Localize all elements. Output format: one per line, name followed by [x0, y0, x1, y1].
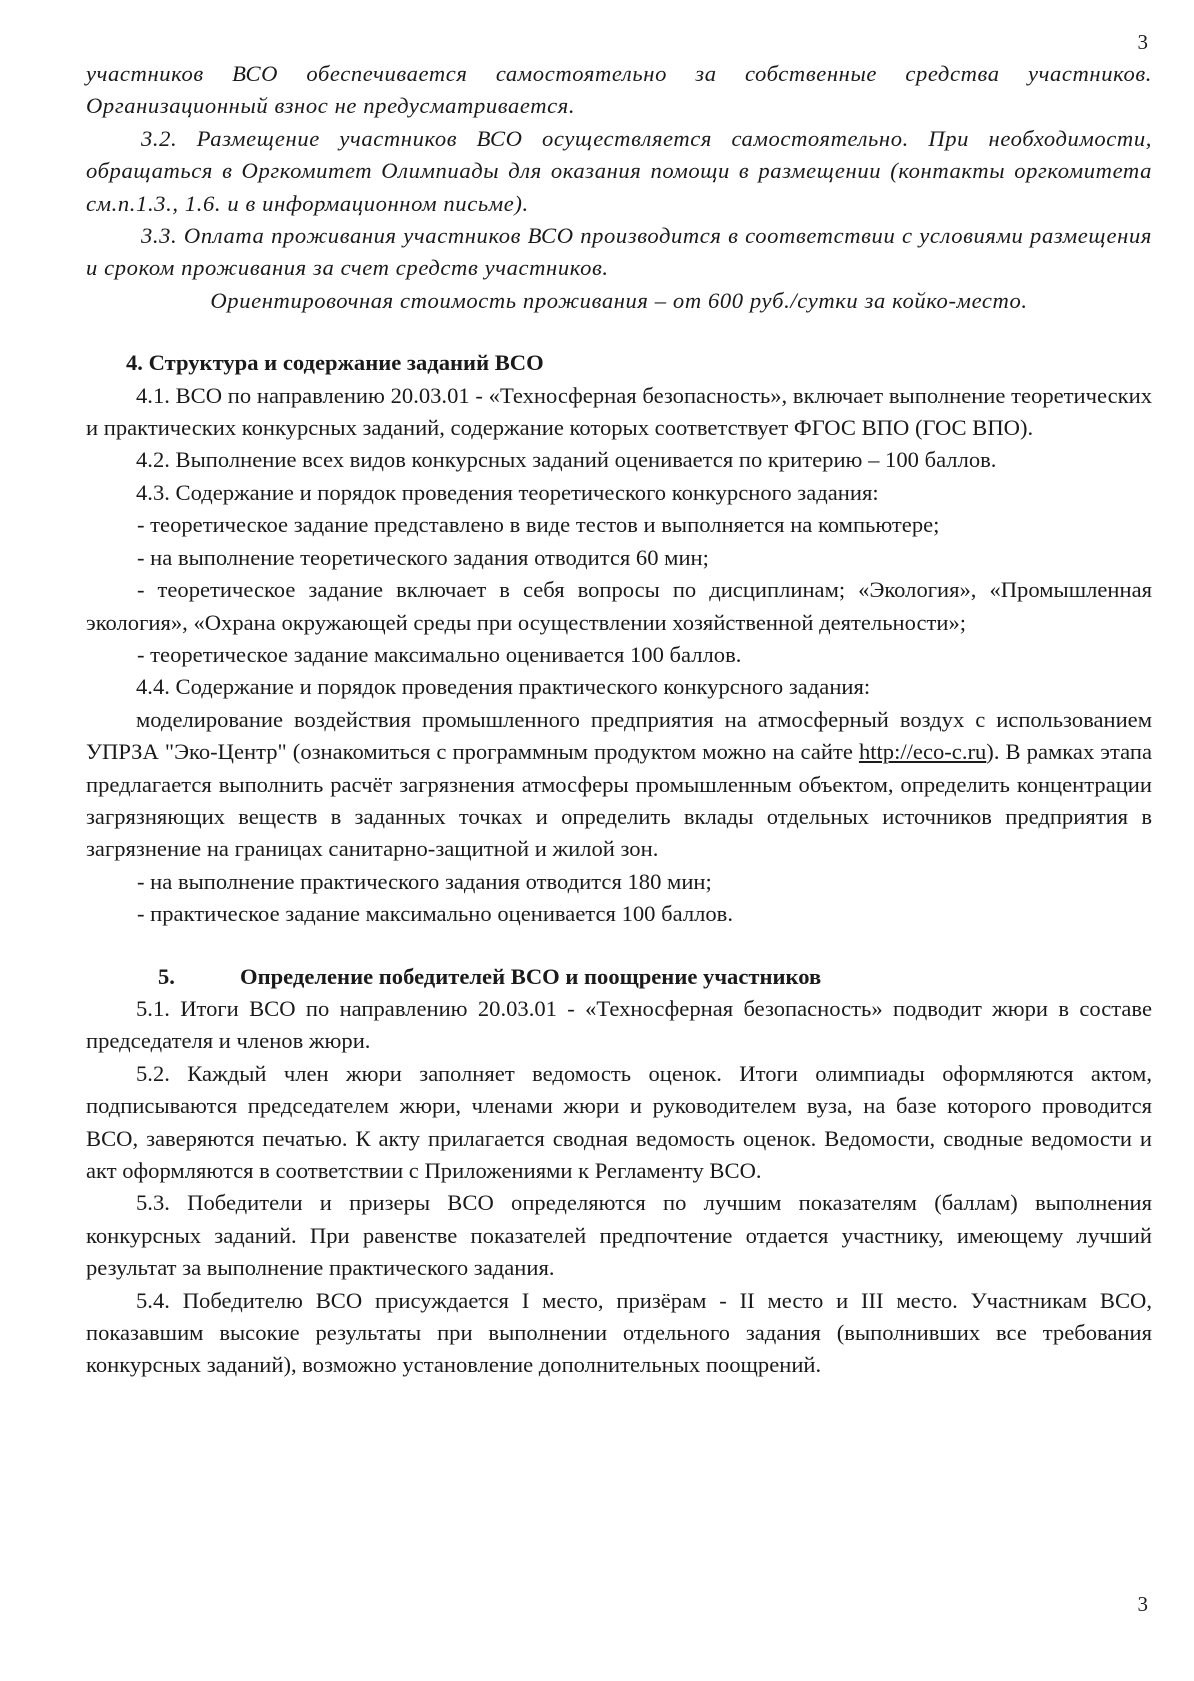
- theory-task-list: [86, 509, 1152, 671]
- list-item: - теоретическое задание представлено в виде тестов и выполняется на компьютере;: [137, 512, 940, 538]
- page-number-top: 3: [1137, 30, 1148, 54]
- list-item: - теоретическое задание включает в себя вопросы по дисциплинам; «Экология», «Промышленная экология», «Охрана окружающей среды при осуществлении хозяйственной деятельности»;: [86, 577, 1152, 635]
- document-body: [86, 58, 1152, 1382]
- page-number-bottom: 3: [1137, 1592, 1148, 1616]
- section-4: [86, 347, 1152, 930]
- paragraph-practice-description: [86, 704, 1152, 866]
- practice-text-before-link: моделирование воздействия промышленного предприятия на атмосферный воздух с использованием УПРЗА "Эко-Центр" (ознакомиться с программным продуктом можно на сайте: [86, 706, 1152, 765]
- paragraph-4-2: 4.2. Выполнение всех видов конкурсных заданий оценивается по критерию – 100 баллов.: [136, 447, 997, 473]
- paragraph-5-1: 5.1. Итоги ВСО по направлению 20.03.01 - «Техносферная безопасность» подводит жюри в составе председателя и членов жюри.: [86, 995, 1152, 1054]
- section-5: [86, 961, 1152, 1382]
- eco-center-link[interactable]: http://eco-c.ru: [858, 739, 987, 765]
- paragraph-4-4: 4.4. Содержание и порядок проведения практического конкурсного задания:: [136, 674, 871, 700]
- list-item: - практическое задание максимально оценивается 100 баллов.: [137, 901, 733, 927]
- list-item: - на выполнение теоретического задания отводится 60 мин;: [137, 544, 709, 570]
- section-5-heading: [86, 961, 1152, 993]
- paragraph-4-3: 4.3. Содержание и порядок проведения теоретического конкурсного задания:: [136, 479, 879, 505]
- list-item: - теоретическое задание максимально оценивается 100 баллов.: [137, 641, 742, 667]
- section-5-number: 5.: [158, 963, 175, 989]
- practice-text-after-link: ). В рамках этапа предлагается выполнить расчёт загрязнения атмосферы промышленным объектом, определить концентрации загрязняющих веществ в заданных точках и определить вклады отдельных источников предприятия в загрязнение на границах санитарно-защитной и жилой зон.: [86, 739, 1152, 862]
- paragraph-5-3: 5.3. Победители и призеры ВСО определяются по лучшим показателям (баллам) выполнения конкурсных заданий. При равенстве показателей предпочтение отдается участнику, имеющему лучший результат за выполнение практического задания.: [86, 1190, 1152, 1281]
- paragraph-3-2: 3.2. Размещение участников ВСО осуществляется самостоятельно. При необходимости, обращаться в Оргкомитет Олимпиады для оказания помощи в размещении (контакты оргкомитета см.п.1.3., 1.6. и в информационном письме).: [86, 125, 1152, 216]
- paragraph-3-1-continuation: участников ВСО обеспечивается самостоятельно за собственные средства участников. Организационный взнос не предусматривается.: [86, 61, 1152, 119]
- paragraph-accommodation-cost: Ориентировочная стоимость проживания – от 600 руб./сутки за койко-место.: [210, 287, 1028, 313]
- paragraph-4-1: 4.1. ВСО по направлению 20.03.01 - «Техносферная безопасность», включает выполнение теоретических и практических конкурсных заданий, содержание которых соответствует ФГОС ВПО (ГОС ВПО).: [86, 382, 1152, 441]
- section-4-heading: 4. Структура и содержание заданий ВСО: [126, 350, 544, 376]
- paragraph-3-3: 3.3. Оплата проживания участников ВСО производится в соответствии с условиями размещения и сроком проживания за счет средств участников.: [86, 223, 1152, 281]
- list-item: - на выполнение практического задания отводится 180 мин;: [137, 868, 712, 894]
- section-5-title: Определение победителей ВСО и поощрение участников: [240, 963, 822, 989]
- section-3: [86, 58, 1152, 317]
- paragraph-5-2: 5.2. Каждый член жюри заполняет ведомость оценок. Итоги олимпиады оформляются актом, подписываются председателем жюри, членами жюри и руководителем вуза, на базе которого проводится ВСО, заверяются печатью. К акту прилагается сводная ведомость оценок. Ведомости, сводные ведомости и акт оформляются в соответствии с Приложениями к Регламенту ВСО.: [86, 1060, 1152, 1183]
- paragraph-5-4: 5.4. Победителю ВСО присуждается I место, призёрам - II место и III место. Участникам ВСО, показавшим высокие результаты при выполнении отдельного задания (выполнивших все требования конкурсных заданий), возможно установление дополнительных поощрений.: [86, 1287, 1152, 1378]
- practice-task-list: [86, 866, 1152, 931]
